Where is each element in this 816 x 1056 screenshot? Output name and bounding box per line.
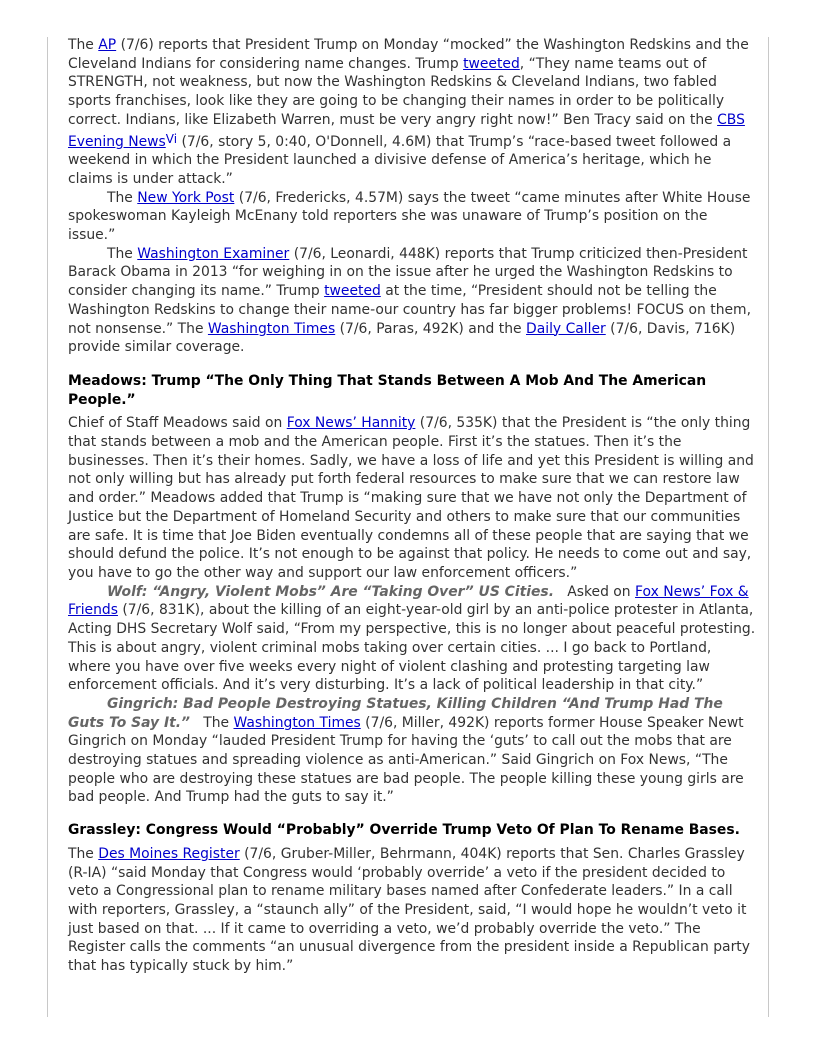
link-daily-caller[interactable]: Daily Caller [526, 320, 606, 337]
link-ap[interactable]: AP [98, 37, 117, 53]
footnote-marker[interactable]: Vi [165, 131, 178, 146]
left-margin-rule [47, 37, 48, 1017]
link-washington-times-gingrich[interactable]: Washington Times [233, 714, 361, 731]
headline-grassley: Grassley: Congress Would “Probably” Override Trump Veto Of Plan To Rename Bases. [68, 822, 740, 839]
link-des-moines-register[interactable]: Des Moines Register [98, 845, 240, 862]
article-body [68, 36, 756, 976]
link-washington-times[interactable]: Washington Times [207, 320, 336, 337]
runin-headline-gingrich: Gingrich: Bad People Destroying Statues, Killing Children “And Trump Had The Guts To Say It.” [68, 695, 723, 731]
link-tweeted-2013[interactable]: tweeted [324, 283, 381, 300]
paragraph-new-york-post: The New York Post (7/6, Fredericks, 4.57M) says the tweet “came minutes after White House spokeswoman Kayleigh McEnany told reporters she was unaware of Trump’s position on the issue.” [68, 189, 751, 244]
right-margin-rule [768, 37, 769, 1017]
link-fox-and-friends[interactable]: Fox News’ Fox & Friends [68, 583, 749, 619]
paragraph-ap-report: The AP (7/6) reports that President Trump on Monday “mocked” the Washington Redskins and the Cleveland Indians for considering name changes. Trump tweeted, “They name teams out of STRENGTH, not weakness, but now the Washington Redskins & Cleveland Indians, two fabled sports franchises, look like they are going to be changing their names in order to be politically correct. Indians, like Elizabeth Warren, must be very angry right now!” Ben Tracy said on the CBS Evening NewsVi (7/6, story 5, 0:40, O'Donnell, 4.6M) that Trump’s “race-based tweet followed a weekend in which the President launched a divisive defense of America’s heritage, which he claims is under attack.” [68, 37, 749, 187]
paragraph-washington-examiner: The Washington Examiner (7/6, Leonardi, 448K) reports that Trump criticized then-President Barack Obama in 2013 “for weighing in on the issue after he urged the Washington Redskins to consider changing its name.” Trump tweeted at the time, “President should not be telling the Washington Redskins to change their name-our country has far bigger problems! FOCUS on them, not nonsense.” The Washington Times (7/6, Paras, 492K) and the Daily Caller (7/6, Davis, 716K) provide similar coverage. [68, 245, 751, 356]
link-fox-news-hannity[interactable]: Fox News’ Hannity [286, 415, 416, 432]
link-new-york-post[interactable]: New York Post [137, 189, 235, 206]
paragraph-wolf: Wolf: “Angry, Violent Mobs” Are “Taking Over” US Cities. Asked on Fox News’ Fox & Friends (7/6, 831K), about the killing of an eight-year-old girl by an anti-police protester in Atlanta, Acting DHS Secretary Wolf said, “From my perspective, this is no longer about peaceful protesting. This is about angry, violent criminal mobs taking over certain cities. ... I go back to Portland, where you have over five weeks every night of violent clashing and protesting targeting law enforcement officials. And it’s very disturbing. It’s a lack of political leadership in that city.” [68, 583, 756, 694]
runin-headline-wolf: Wolf: “Angry, Violent Mobs” Are “Taking Over” US Cities. [107, 583, 554, 600]
paragraph-grassley: The Des Moines Register (7/6, Gruber-Miller, Behrmann, 404K) reports that Sen. Charles Grassley (R-IA) “said Monday that Congress would ‘probably override’ a veto if the president decided to veto a Congressional plan to rename military bases named after Confederate leaders.” In a call with reporters, Grassley, a “staunch ally” of the President, said, “I would hope he wouldn’t veto it just based on that. ... If it came to overriding a veto, we’d probably override the veto.” The Register calls the comments “an unusual divergence from the president inside a Republican party that has typically stuck by him.” [68, 845, 750, 975]
paragraph-gingrich: Gingrich: Bad People Destroying Statues, Killing Children “And Trump Had The Guts To Say It.” The Washington Times (7/6, Miller, 492K) reports former House Speaker Newt Gingrich on Monday “lauded President Trump for having the ‘guts’ to call out the mobs that are destroying statues and spreading violence as anti-American.” Said Gingrich on Fox News, “The people who are destroying these statues are bad people. The people killing these young girls are bad people. And Trump had the guts to say it.” [68, 695, 744, 806]
link-cbs-evening-news[interactable]: CBS Evening News [68, 111, 745, 150]
paragraph-meadows: Chief of Staff Meadows said on Fox News’ Hannity (7/6, 535K) that the President is “the only thing that stands between a mob and the American people. First it’s the statues. Then it’s the businesses. Then it’s their homes. Sadly, we have a loss of life and yet this President is willing and not only willing but has already put forth federal resources to make sure that we can restore law and order.” Meadows added that Trump is “making sure that we have not only the Department of Justice but the Department of Homeland Security and others to make sure that our communities are safe. It is time that Joe Biden eventually condemns all of these people that are saying that we should defund the police. It’s not enough to be against that policy. He needs to come out and say, you have to go the other way and support our law enforcement officers.” [68, 415, 754, 581]
link-washington-examiner[interactable]: Washington Examiner [137, 245, 290, 262]
link-tweeted[interactable]: tweeted [463, 55, 520, 72]
headline-meadows: Meadows: Trump “The Only Thing That Stands Between A Mob And The American People.” [68, 372, 707, 408]
